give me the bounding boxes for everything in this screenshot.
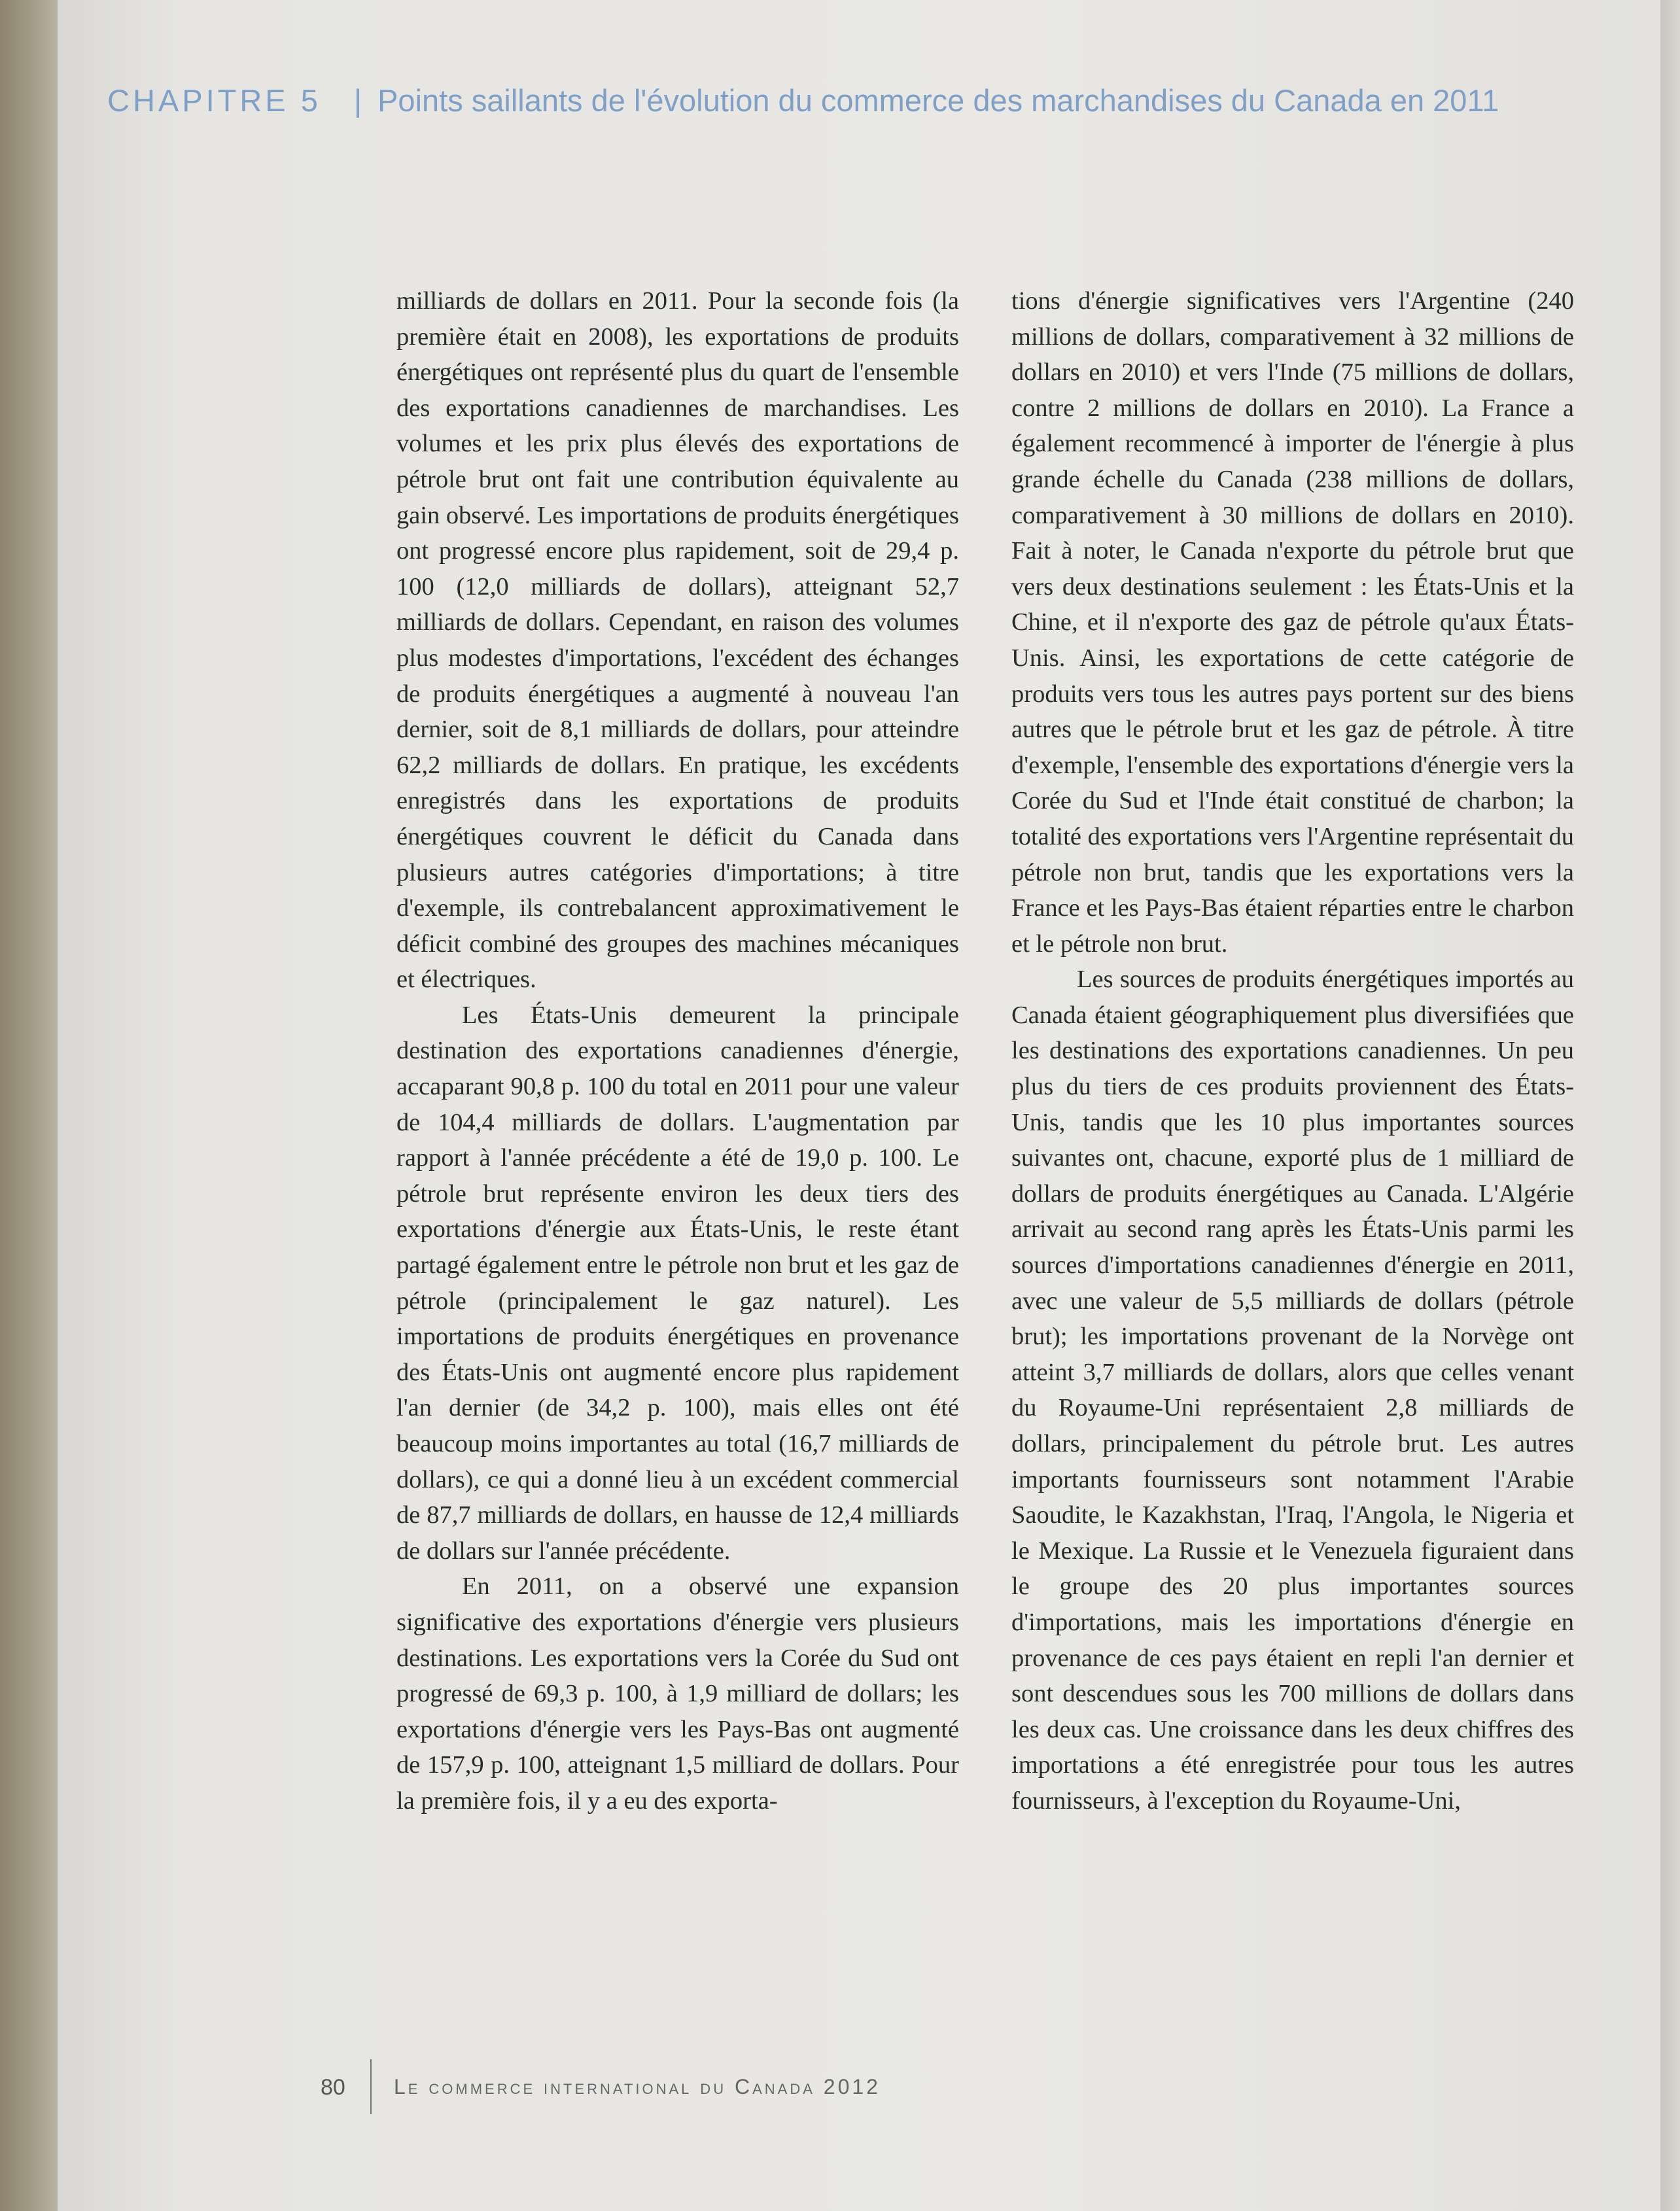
paragraph: En 2011, on a observé une expansion significative des exportations d'énergie vers plusieurs destinations. Les exportations vers la Corée du Sud ont progressé de 69,3 p. 100, à 1,9 milliard de dollars; les exportations d'énergie vers les Pays-Bas ont augmenté de 157,9 p. 100, atteignant 1,5 milliard de dollars. Pour la première fois, il y a eu des exporta- — [396, 1573, 959, 1815]
running-header — [107, 82, 1612, 135]
paragraph: milliards de dollars en 2011. Pour la seconde fois (la première était en 2008), les exportations de produits énergétiques ont représenté plus du quart de l'ensemble des exportations canadiennes de marchandises. Les volumes et les prix plus élevés des exportations de pétrole brut ont fait une contribution équivalente au gain observé. Les importations de produits énergétiques ont progressé encore plus rapidement, soit de 29,4 p. 100 (12,0 milliards de dollars), atteignant 52,7 milliards de dollars. Cependant, en raison des volumes plus modestes d'importations, l'excédent des échanges de produits énergétiques a augmenté à nouveau l'an dernier, soit de 8,1 milliards de dollars, pour atteindre 62,2 milliards de dollars. En pratique, les excédents enregistrés dans les exportations de produits énergétiques couvrent le déficit du Canada dans plusieurs autres catégories d'importations; à titre d'exemple, ils contrebalancent approximativement le déficit combiné des groupes des machines mécaniques et électriques. — [396, 287, 959, 994]
text-column-right — [1011, 283, 1574, 1819]
header-separator: | — [353, 83, 362, 118]
paragraph: Les États-Unis demeurent la principale destination des exportations canadiennes d'énergie, accaparant 90,8 p. 100 du total en 2011 pour une valeur de 104,4 milliards de dollars. L'augmentation par rapport à l'année précédente a été de 19,0 p. 100. Le pétrole brut représente environ les deux tiers des exportations d'énergie aux États-Unis, le reste étant partagé également entre le pétrole non brut et les gaz de pétrole (principalement le gaz naturel). Les importations de produits énergétiques en provenance des États-Unis ont augmenté encore plus rapidement l'an dernier (de 34,2 p. 100), mais elles ont été beaucoup moins importantes au total (16,7 milliards de dollars), ce qui a donné lieu à un excédent commercial de 87,7 milliards de dollars, en hausse de 12,4 milliards de dollars sur l'année précédente. — [396, 1001, 959, 1565]
book-spine-shadow — [0, 0, 58, 2211]
paragraph: tions d'énergie significatives vers l'Argentine (240 millions de dollars, comparativement à 32 millions de dollars en 2010) et vers l'Inde (75 millions de dollars, contre 2 millions de dollars en 2010). La France a également recommencé à importer de l'énergie à plus grande échelle du Canada (238 millions de dollars, comparativement à 30 millions de dollars en 2010). Fait à noter, le Canada n'exporte du pétrole brut que vers deux destinations seulement : les États-Unis et la Chine, et il n'exporte des gaz de pétrole qu'aux États-Unis. Ainsi, les exportations de cette catégorie de produits vers tous les autres pays portent sur des biens autres que le pétrole brut et les gaz de pétrole. À titre d'exemple, l'ensemble des exportations d'énergie vers la Corée du Sud et l'Inde était constitué de charbon; la totalité des exportations vers l'Argentine représentait du pétrole non brut, tandis que les exportations vers la France et les Pays-Bas étaient réparties entre le charbon et le pétrole non brut. — [1011, 287, 1574, 958]
paragraph: Les sources de produits énergétiques importés au Canada étaient géographiquement plus diversifiées que les destinations des exportations canadiennes. Un peu plus du tiers de ces produits proviennent des États-Unis, tandis que les 10 plus importantes sources suivantes ont, chacune, exporté plus de 1 milliard de dollars de produits énergétiques au Canada. L'Algérie arrivait au second rang après les États-Unis parmi les sources d'importations canadiennes d'énergie en 2011, avec une valeur de 5,5 milliards de dollars (pétrole brut); les importations provenant de la Norvège ont atteint 3,7 milliards de dollars, alors que celles venant du Royaume-Uni représentaient 2,8 milliards de dollars, principalement du pétrole brut. Les autres importants fournisseurs sont notamment l'Arabie Saoudite, le Kazakhstan, l'Iraq, l'Angola, le Nigeria et le Mexique. La Russie et le Venezuela figuraient dans le groupe des 20 plus importantes sources d'importations, mais les importations d'énergie en provenance de ces pays étaient en repli l'an dernier et sont descendues sous les 700 millions de dollars dans les deux cas. Une croissance dans les deux chiffres des importations a été enregistrée pour tous les autres fournisseurs, à l'exception du Royaume-Uni, — [1011, 966, 1574, 1815]
footer-divider — [370, 2059, 372, 2114]
chapter-title: Points saillants de l'évolution du commerce des marchandises du Canada en 2011 — [377, 83, 1499, 118]
page-footer — [314, 2059, 1230, 2118]
text-column-left — [396, 283, 959, 1819]
page-edge — [1660, 0, 1680, 2211]
publication-title: Le commerce international du Canada 2012 — [394, 2075, 881, 2098]
page-number: 80 — [321, 2075, 345, 2100]
chapter-label: CHAPITRE 5 — [107, 83, 321, 118]
